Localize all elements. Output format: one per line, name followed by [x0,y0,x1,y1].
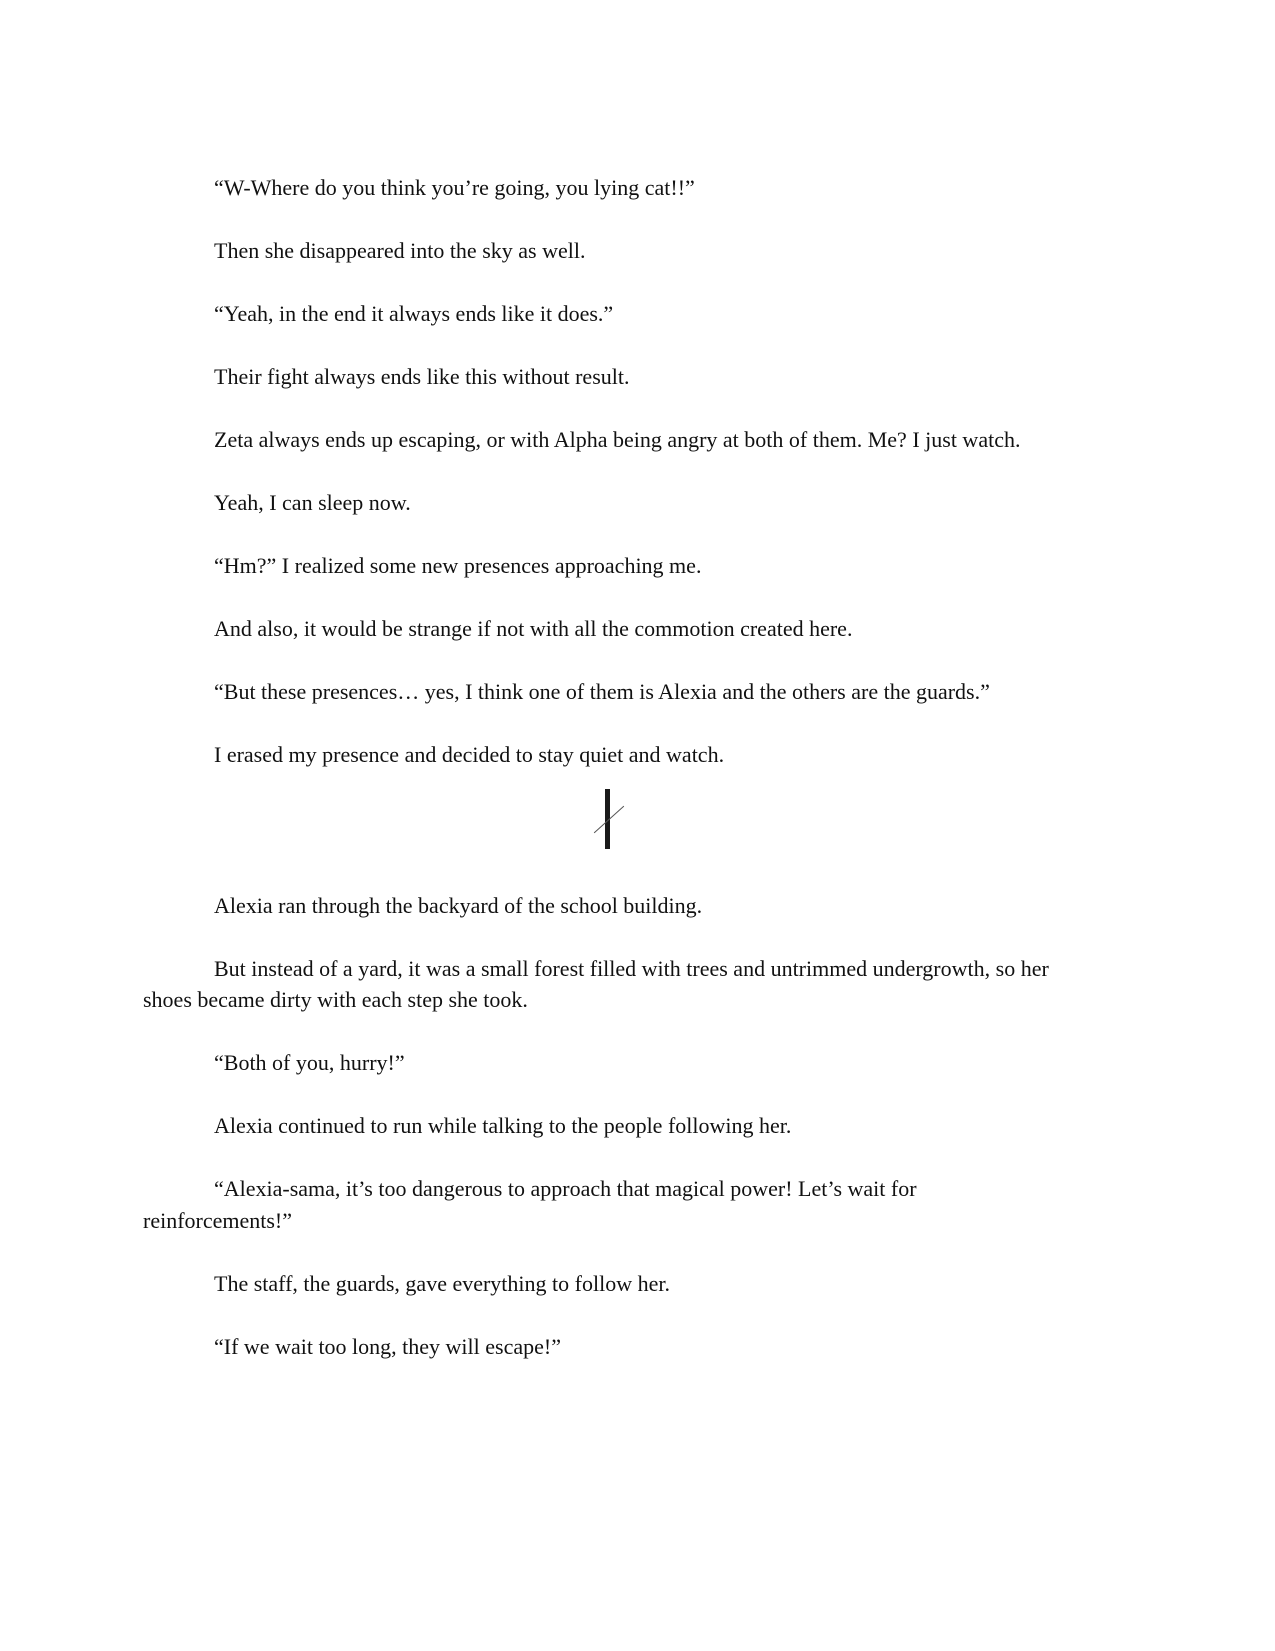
paragraph: Alexia continued to run while talking to the people following her. [214,1113,792,1138]
paragraph: The staff, the guards, gave everything to follow her. [214,1270,670,1296]
paragraph: I erased my presence and decided to stay quiet and watch. [214,742,725,767]
paragraph: “Both of you, hurry!” [214,1050,405,1075]
paragraph: “W-Where do you think you’re going, you lying cat!!” [214,175,695,200]
paragraph: “Hm?” I realized some new presences approaching me. [214,553,702,578]
paragraph: Yeah, I can sleep now. [214,490,411,515]
paragraph: Alexia ran through the backyard of the school building. [214,892,703,918]
paragraph: “If we wait too long, they will escape!” [214,1333,561,1359]
document-page [143,172,1058,1394]
paragraph: Their fight always ends like this without result. [214,364,630,389]
paragraph: “Yeah, in the end it always ends like it does.” [214,301,614,326]
paragraph: Then she disappeared into the sky as well. [214,238,586,263]
paragraph: And also, it would be strange if not with all the commotion created here. [214,616,853,641]
paragraph: “But these presences… yes, I think one of them is Alexia and the others are the guards.” [214,679,990,704]
paragraph: Zeta always ends up escaping, or with Alpha being angry at both of them. Me? I just watch. [214,427,1021,452]
paragraph: But instead of a yard, it was a small forest filled with trees and untrimmed undergrowth, so her shoes became dirty with each step she took. [143,955,1049,1012]
scene-break-icon [143,789,1058,849]
paragraph: “Alexia-sama, it’s too dangerous to approach that magical power! Let’s wait for reinforcements!” [143,1176,917,1233]
